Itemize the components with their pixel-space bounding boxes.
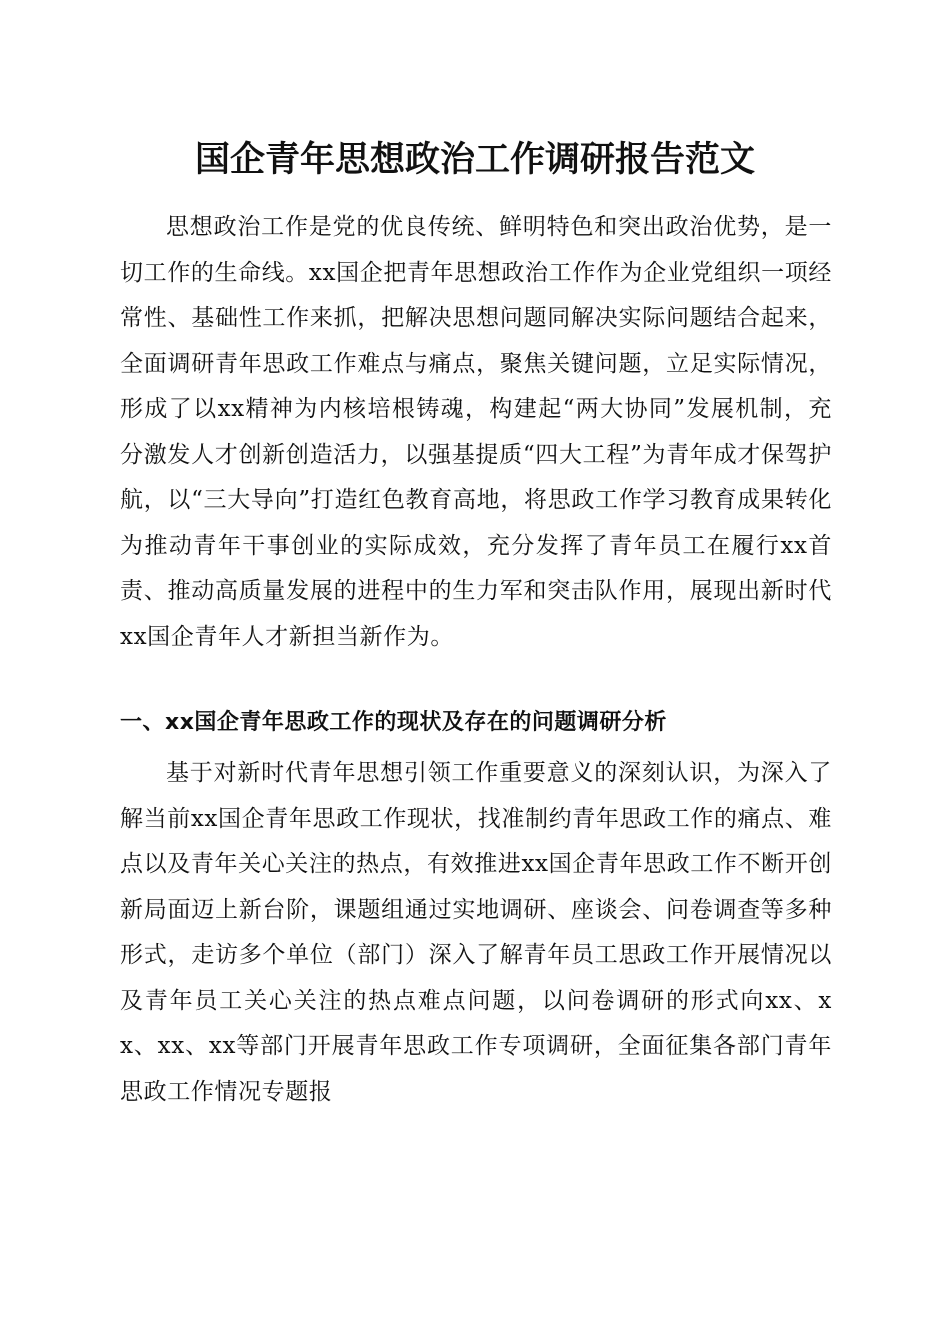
section-heading: 一、xx国企青年思政工作的现状及存在的问题调研分析 bbox=[120, 710, 667, 735]
intro-paragraph: 思想政治工作是党的优良传统、鲜明特色和突出政治优势，是一切工作的生命线。xx国企把青年思想政治工作作为企业党组织一项经常性、基础性工作来抓，把解决思想问题同解决实际问题结合起来，全面调研青年思政工作难点与痛点，聚焦关键问题，立足实际情况，形成了以xx精神为内核培根铸魂，构建起“两大协同”发展机制，充分激发人才创新创造活力，以强基提质“四大工程”为青年成才保驾护航，以“三大导向”打造红色教育高地，将思政工作学习教育成果转化为推动青年干事创业的实际成效，充分发挥了青年员工在履行xx首责、推动高质量发展的进程中的生力军和突击队作用，展现出新时代xx国企青年人才新担当新作为。 bbox=[120, 214, 832, 650]
section-paragraph: 基于对新时代青年思想引领工作重要意义的深刻认识，为深入了解当前xx国企青年思政工作现状，找准制约青年思政工作的痛点、难点以及青年关心关注的热点，有效推进xx国企青年思政工作不断开创新局面迈上新台阶，课题组通过实地调研、座谈会、问卷调查等多种形式，走访多个单位（部门）深入了解青年员工思政工作开展情况以及青年员工关心关注的热点难点问题，以问卷调研的形式向xx、xx、xx、xx等部门开展青年思政工作专项调研，全面征集各部门青年思政工作情况专题报 bbox=[120, 760, 832, 1105]
document-title: 国企青年思想政治工作调研报告范文 bbox=[194, 139, 755, 180]
